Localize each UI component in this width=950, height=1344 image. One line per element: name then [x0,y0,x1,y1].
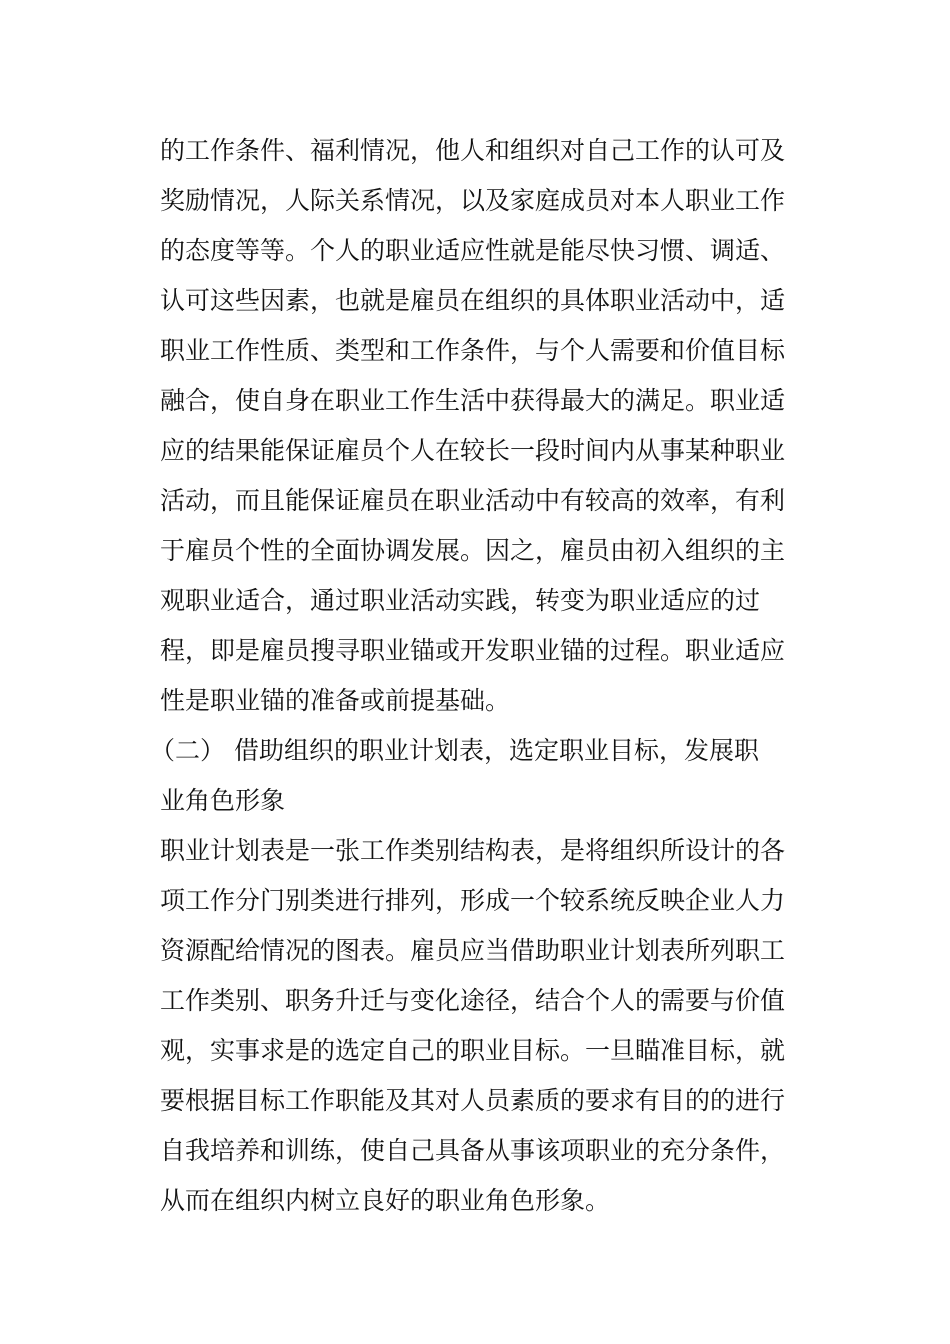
paragraph-line: 从而在组织内树立良好的职业角色形象。 [160,1186,611,1215]
paragraph-line: 职业工作性质、类型和工作条件，与个人需要和价值目标 [160,336,786,365]
section-heading-line: 业角色形象 [160,786,286,815]
paragraph-line: 应的结果能保证雇员个人在较长一段时间内从事某种职业 [160,436,786,465]
paragraph-line: 奖励情况，人际关系情况，以及家庭成员对本人职业工作 [160,186,786,215]
paragraph-line: 的态度等等。个人的职业适应性就是能尽快习惯、调适、 [160,236,786,265]
paragraph-line: 要根据目标工作职能及其对人员素质的要求有目的的进行 [160,1086,786,1115]
section-heading-line: 借助组织的职业计划表，选定职业目标，发展职 [234,736,760,765]
paragraph-line: 工作类别、职务升迁与变化途径，结合个人的需要与价值 [160,986,786,1015]
paragraph-line: 程，即是雇员搜寻职业锚或开发职业锚的过程。职业适应 [160,636,786,665]
paragraph-line: 职业计划表是一张工作类别结构表，是将组织所设计的各 [160,836,786,865]
paragraph-line: 项工作分门别类进行排列，形成一个较系统反映企业人力 [160,886,786,915]
paragraph-line: 于雇员个性的全面协调发展。因之，雇员由初入组织的主 [160,536,786,565]
paragraph-line: 资源配给情况的图表。雇员应当借助职业计划表所列职工 [160,936,786,965]
paragraph-line: 性是职业锚的准备或前提基础。 [160,686,511,715]
paragraph-line: 自我培养和训练，使自己具备从事该项职业的充分条件， [160,1136,786,1165]
paragraph-line: 的工作条件、福利情况，他人和组织对自己工作的认可及 [160,136,786,165]
section-number: （二） [150,736,226,765]
paragraph-line: 活动，而且能保证雇员在职业活动中有较高的效率，有利 [160,486,786,515]
paragraph-line: 观职业适合，通过职业活动实践，转变为职业适应的过 [160,586,761,615]
paragraph-line: 融合，使自身在职业工作生活中获得最大的满足。职业适 [160,386,786,415]
paragraph-line: 观，实事求是的选定自己的职业目标。一旦瞄准目标，就 [160,1036,786,1065]
paragraph-line: 认可这些因素，也就是雇员在组织的具体职业活动中，适 [160,286,786,315]
